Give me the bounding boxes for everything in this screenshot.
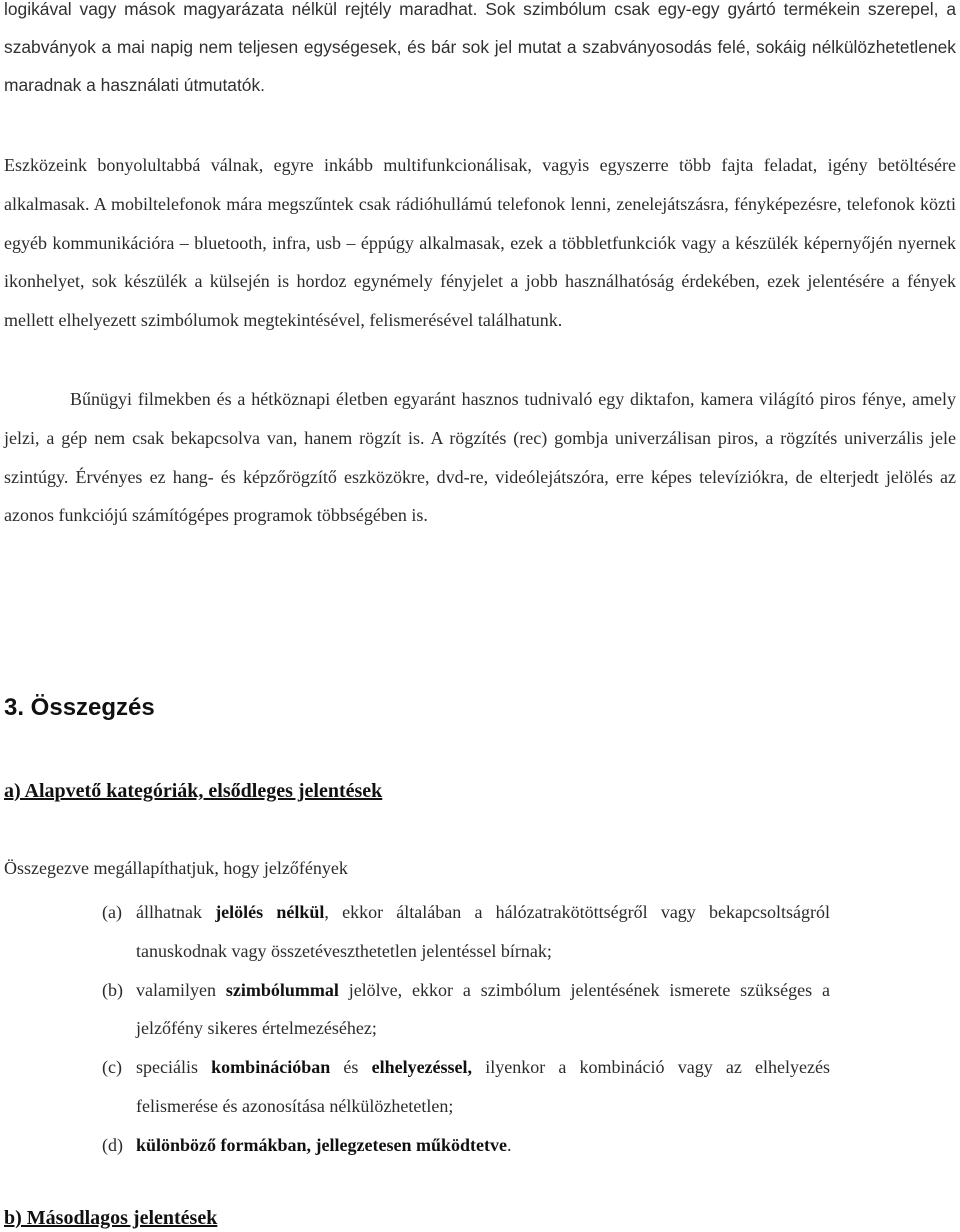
paragraph-user-manuals: logikával vagy mások magyarázata nélkül rejtély maradhat. Sok szimbólum csak egy-egy gyártó termékein szerepel, a szabványok a mai napig nem teljesen egységesek, és bár sok jel mutat a szabványosodás felé, sokáig nélkülözhetetlenek maradnak a használati útmutatók.	[4, 0, 956, 95]
list-item-bold: különböző formákban, jellegzetesen működtetve	[136, 1134, 507, 1155]
list-item-text: ilyenkor a kombináció vagy az elhelyezés felismerése és azonosítása nélkülözhetetlen;	[136, 1057, 830, 1116]
paragraph-recording-light	[4, 380, 956, 535]
list-item	[102, 1048, 830, 1126]
summary-list	[102, 893, 830, 1165]
list-item	[102, 971, 830, 1049]
summary-intro: Összegezve megállapíthatjuk, hogy jelzőfények	[4, 858, 348, 878]
list-item-text: valamilyen	[136, 979, 226, 1000]
list-item	[102, 893, 830, 971]
list-marker: (d)	[102, 1134, 123, 1155]
list-item	[102, 1126, 830, 1165]
list-marker: (c)	[102, 1057, 122, 1078]
list-marker: (b)	[102, 979, 123, 1000]
paragraph-recording-light-text: Bűnügyi filmekben és a hétköznapi életben egyaránt hasznos tudnivaló egy diktafon, kamera világító piros fénye, amely jelzi, a gép nem csak bekapcsolva van, hanem rögzít is. A rögzítés (rec) gombja univerzálisan piros, a rögzítés univerzális jele szintúgy. Érvényes ez hang- és képzőrögzítő eszközökre, dvd-re, videólejátszóra, erre képes televíziókra, de elterjedt jelölés az azonos funkciójú számítógépes programok többségében is.	[4, 389, 956, 526]
list-item-bold: elhelyezéssel,	[371, 1057, 473, 1078]
list-item-text: .	[506, 1134, 512, 1155]
section-heading: 3. Összegzés	[4, 694, 155, 721]
subsection-heading-b: b) Másodlagos jelentések	[4, 1207, 218, 1229]
subsection-heading-a: a) Alapvető kategóriák, elsődleges jelentések	[4, 780, 383, 802]
list-item-text: állhatnak	[136, 902, 216, 922]
list-item-text: és	[330, 1057, 372, 1078]
list-item-bold: kombinációban	[211, 1057, 331, 1078]
list-marker: (a)	[102, 902, 122, 922]
list-item-bold: jelölés nélkül	[215, 902, 325, 922]
list-item-text: speciális	[136, 1057, 212, 1078]
list-item-text: , ekkor általában a hálózatrakötöttségről vagy bekapcsoltságról tanuskodnak vagy összetéveszthetetlen jelentéssel bírnak;	[136, 902, 830, 961]
list-item-text: jelölve, ekkor a szimbólum jelentésének ismerete szükséges a jelzőfény sikeres értelmezéséhez;	[136, 979, 830, 1039]
list-item-bold: szimbólummal	[225, 979, 339, 1000]
paragraph-multifunction-devices: Eszközeink bonyolultabbá válnak, egyre inkább multifunkcionálisak, vagyis egyszerre több fajta feladat, igény betöltésére alkalmasak. A mobiltelefonok mára megszűntek csak rádióhullámú telefonok lenni, zenelejátszásra, fényképezésre, telefonok közti egyéb kommunikációra – bluetooth, infra, usb – éppúgy alkalmasak, ezek a többletfunkciók vagy a készülék képernyőjén nyernek ikonhelyet, sok készülék a külsején is hordoz egynémely fényjelet a jobb használhatóság érdekében, ezek jelentésére a fények mellett elhelyezett szimbólumok megtekintésével, felismerésével találhatunk.	[4, 155, 956, 331]
